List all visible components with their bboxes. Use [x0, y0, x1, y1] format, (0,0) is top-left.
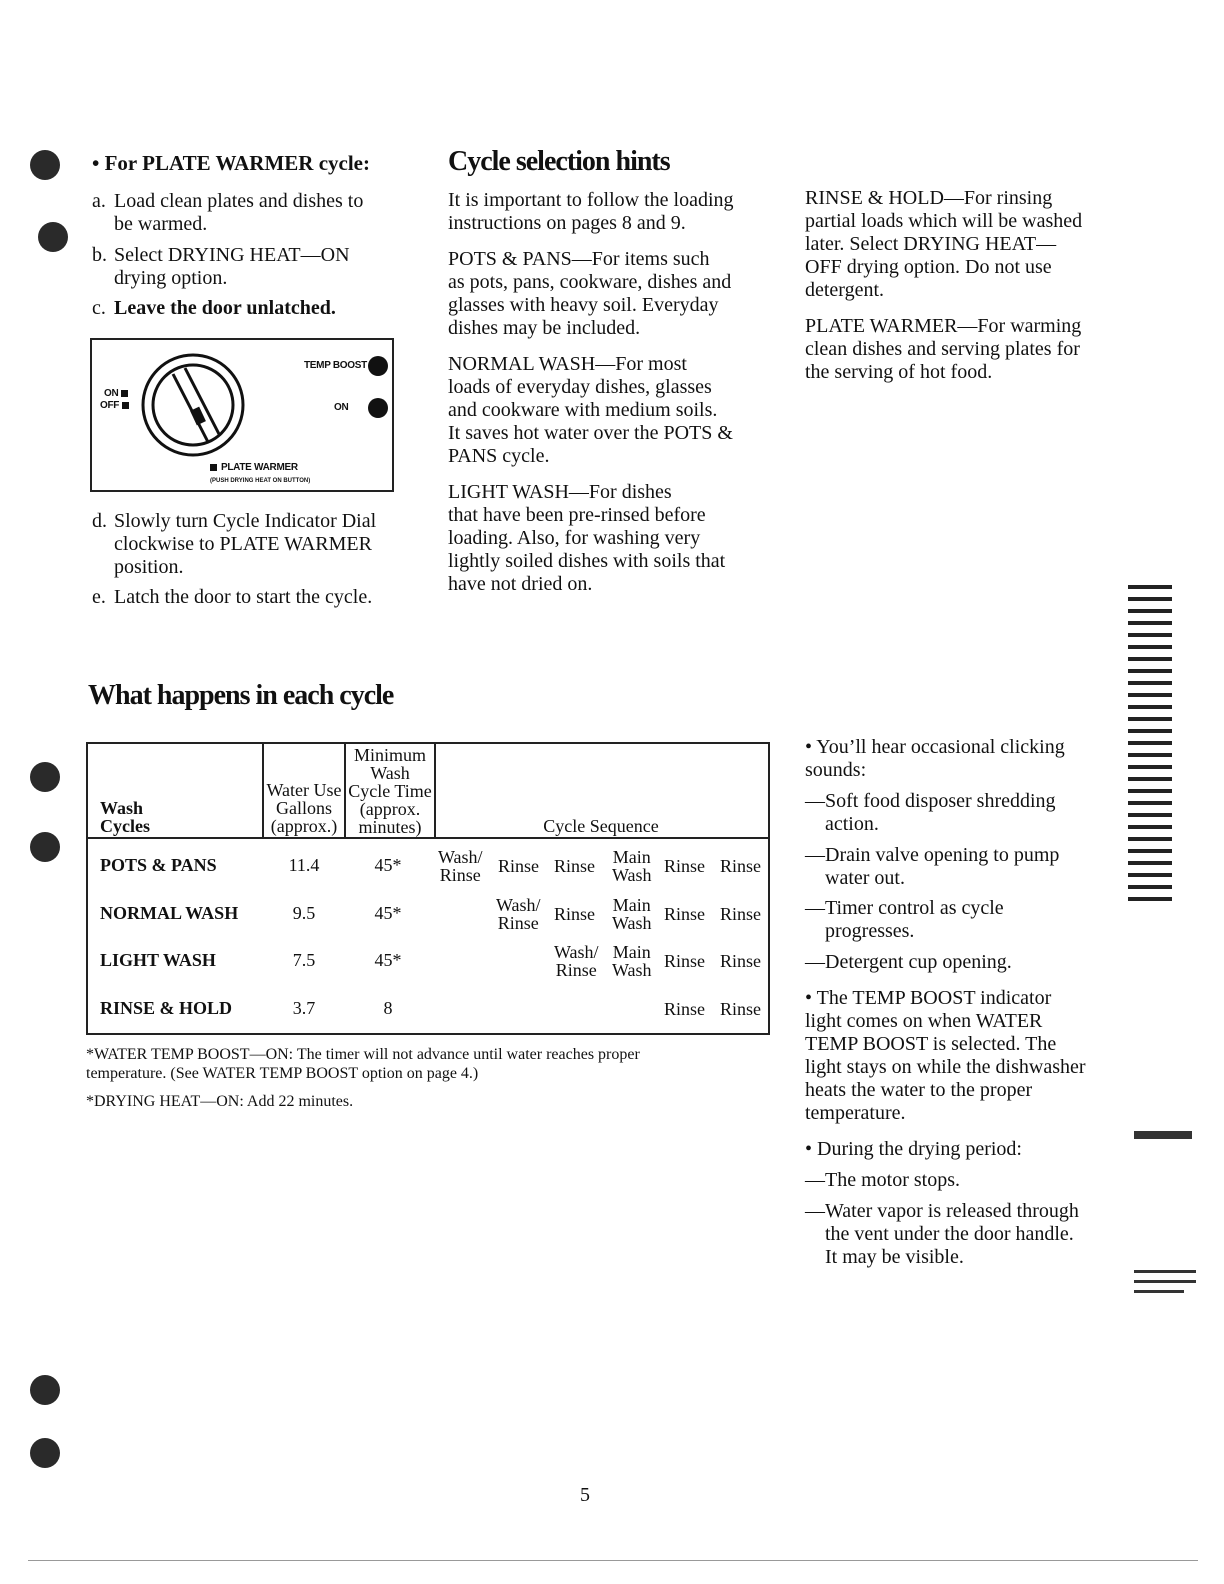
row-minutes: 45*: [374, 950, 402, 970]
edge-marks: [1128, 585, 1172, 909]
note-drain: —Drain valve opening to pump water out.: [805, 844, 1060, 889]
seq-rinse: Rinse: [664, 951, 706, 971]
step-c: c. Leave the door unlatched.: [92, 297, 336, 319]
seq-rinse: Rinse: [720, 904, 762, 924]
row-name: RINSE & HOLD: [100, 998, 233, 1018]
note-vapor: —Water vapor is released through the vent under the door handle. It may be visible.: [805, 1200, 1079, 1268]
step-e: e. Latch the door to start the cycle.: [92, 586, 373, 608]
footnote-drying-heat: *DRYING HEAT—ON: Add 22 minutes.: [86, 1093, 354, 1110]
binder-hole: [30, 832, 60, 862]
plate-warmer-label: PLATE WARMER: [210, 462, 298, 473]
header-water-use: Water Use Gallons (approx.): [266, 780, 342, 836]
step-a: a. Load clean plates and dishes to be warmed.: [92, 190, 364, 235]
row-minutes: 45*: [374, 855, 402, 875]
hints-rinse-hold: RINSE & HOLD—For rinsing partial loads which will be washed later. Select DRYING HEAT— OFF drying option. Do not use detergent.: [805, 187, 1083, 301]
row-name: NORMAL WASH: [100, 903, 239, 923]
binder-hole: [30, 1438, 60, 1468]
row-gallons: 7.5: [292, 950, 316, 970]
off-label: OFF: [100, 400, 129, 411]
row-gallons: 9.5: [292, 903, 316, 923]
seq-rinse: Rinse: [720, 999, 762, 1019]
on-indicator-icon: [368, 398, 388, 418]
seq-wash-rinse: Wash/ Rinse: [554, 942, 599, 980]
cycle-dial-icon: [138, 350, 248, 460]
seq-main-wash: Main Wash: [612, 942, 652, 980]
hints-title: Cycle selection hints: [448, 146, 670, 177]
row-minutes: 8: [383, 998, 393, 1018]
seq-rinse: Rinse: [554, 856, 596, 876]
binder-hole: [30, 762, 60, 792]
hints-normal-wash: NORMAL WASH—For most loads of everyday dishes, glasses and cookware with medium soils. It saves hot water over the POTS & PANS cycle.: [448, 353, 733, 467]
header-cycle-sequence: Cycle Sequence: [543, 816, 659, 836]
bottom-rule: [28, 1560, 1198, 1561]
row-gallons: 3.7: [292, 998, 316, 1018]
edge-mark: [1134, 1290, 1184, 1293]
note-motor: —The motor stops.: [805, 1169, 960, 1191]
header-wash-cycles: Wash Cycles: [100, 798, 150, 836]
seq-rinse: Rinse: [664, 904, 706, 924]
row-minutes: 45*: [374, 903, 402, 923]
row-name: POTS & PANS: [100, 855, 217, 875]
temp-boost-indicator-icon: [368, 356, 388, 376]
plate-warmer-title: • For PLATE WARMER cycle:: [92, 151, 370, 175]
seq-main-wash: Main Wash: [612, 847, 652, 885]
seq-wash-rinse: Wash/ Rinse: [496, 895, 541, 933]
row-gallons: 11.4: [288, 855, 320, 875]
note-drying: • During the drying period:: [805, 1138, 1022, 1160]
binder-hole: [30, 1375, 60, 1405]
cycle-table: [86, 742, 770, 1035]
row-name: LIGHT WASH: [100, 950, 216, 970]
note-disposer: —Soft food disposer shredding action.: [805, 790, 1056, 835]
seq-rinse: Rinse: [664, 999, 706, 1019]
on-label: ON: [104, 388, 128, 399]
binder-hole: [30, 150, 60, 180]
step-d: d. Slowly turn Cycle Indicator Dial clockwise to PLATE WARMER position.: [92, 510, 377, 578]
step-b: b. Select DRYING HEAT—ON drying option.: [92, 244, 350, 289]
section-title: What happens in each cycle: [88, 680, 394, 711]
seq-rinse: Rinse: [498, 856, 540, 876]
hints-plate-warmer: PLATE WARMER—For warming clean dishes and serving plates for the serving of hot food.: [805, 315, 1082, 383]
hints-pots-pans: POTS & PANS—For items such as pots, pans, cookware, dishes and glasses with heavy soil. Everyday dishes may be included.: [448, 248, 732, 339]
seq-rinse: Rinse: [720, 856, 762, 876]
seq-main-wash: Main Wash: [612, 895, 652, 933]
footnote-temp-boost: *WATER TEMP BOOST—ON: The timer will not advance until water reaches proper temperature. (See WATER TEMP BOOST option on page 4.): [86, 1046, 640, 1082]
dial-panel: [90, 338, 394, 492]
push-note: (PUSH DRYING HEAT ON BUTTON): [210, 478, 311, 484]
temp-boost-label: TEMP BOOST: [304, 360, 367, 371]
hints-light-wash: LIGHT WASH—For dishes that have been pre-rinsed before loading. Also, for washing very lightly soiled dishes with soils that have not dried on.: [448, 481, 726, 595]
edge-mark: [1134, 1280, 1196, 1283]
note-detergent: —Detergent cup opening.: [805, 951, 1012, 973]
edge-mark: [1134, 1131, 1192, 1139]
seq-rinse: Rinse: [720, 951, 762, 971]
seq-rinse: Rinse: [554, 904, 596, 924]
note-timer: —Timer control as cycle progresses.: [805, 897, 1004, 942]
on-indicator-label: ON: [334, 402, 349, 413]
note-clicking: • You’ll hear occasional clicking sounds:: [805, 736, 1065, 781]
seq-wash-rinse: Wash/ Rinse: [438, 847, 483, 885]
binder-hole: [38, 222, 68, 252]
page-number: 5: [580, 1484, 590, 1506]
seq-rinse: Rinse: [664, 856, 706, 876]
header-min-time: Minimum Wash Cycle Time (approx. minutes): [348, 745, 432, 837]
note-temp-boost: • The TEMP BOOST indicator light comes on when WATER TEMP BOOST is selected. The light stays on while the dishwasher heats the water to the proper temperature.: [805, 987, 1086, 1124]
hints-p1: It is important to follow the loading instructions on pages 8 and 9.: [448, 189, 734, 234]
edge-mark: [1134, 1270, 1196, 1273]
